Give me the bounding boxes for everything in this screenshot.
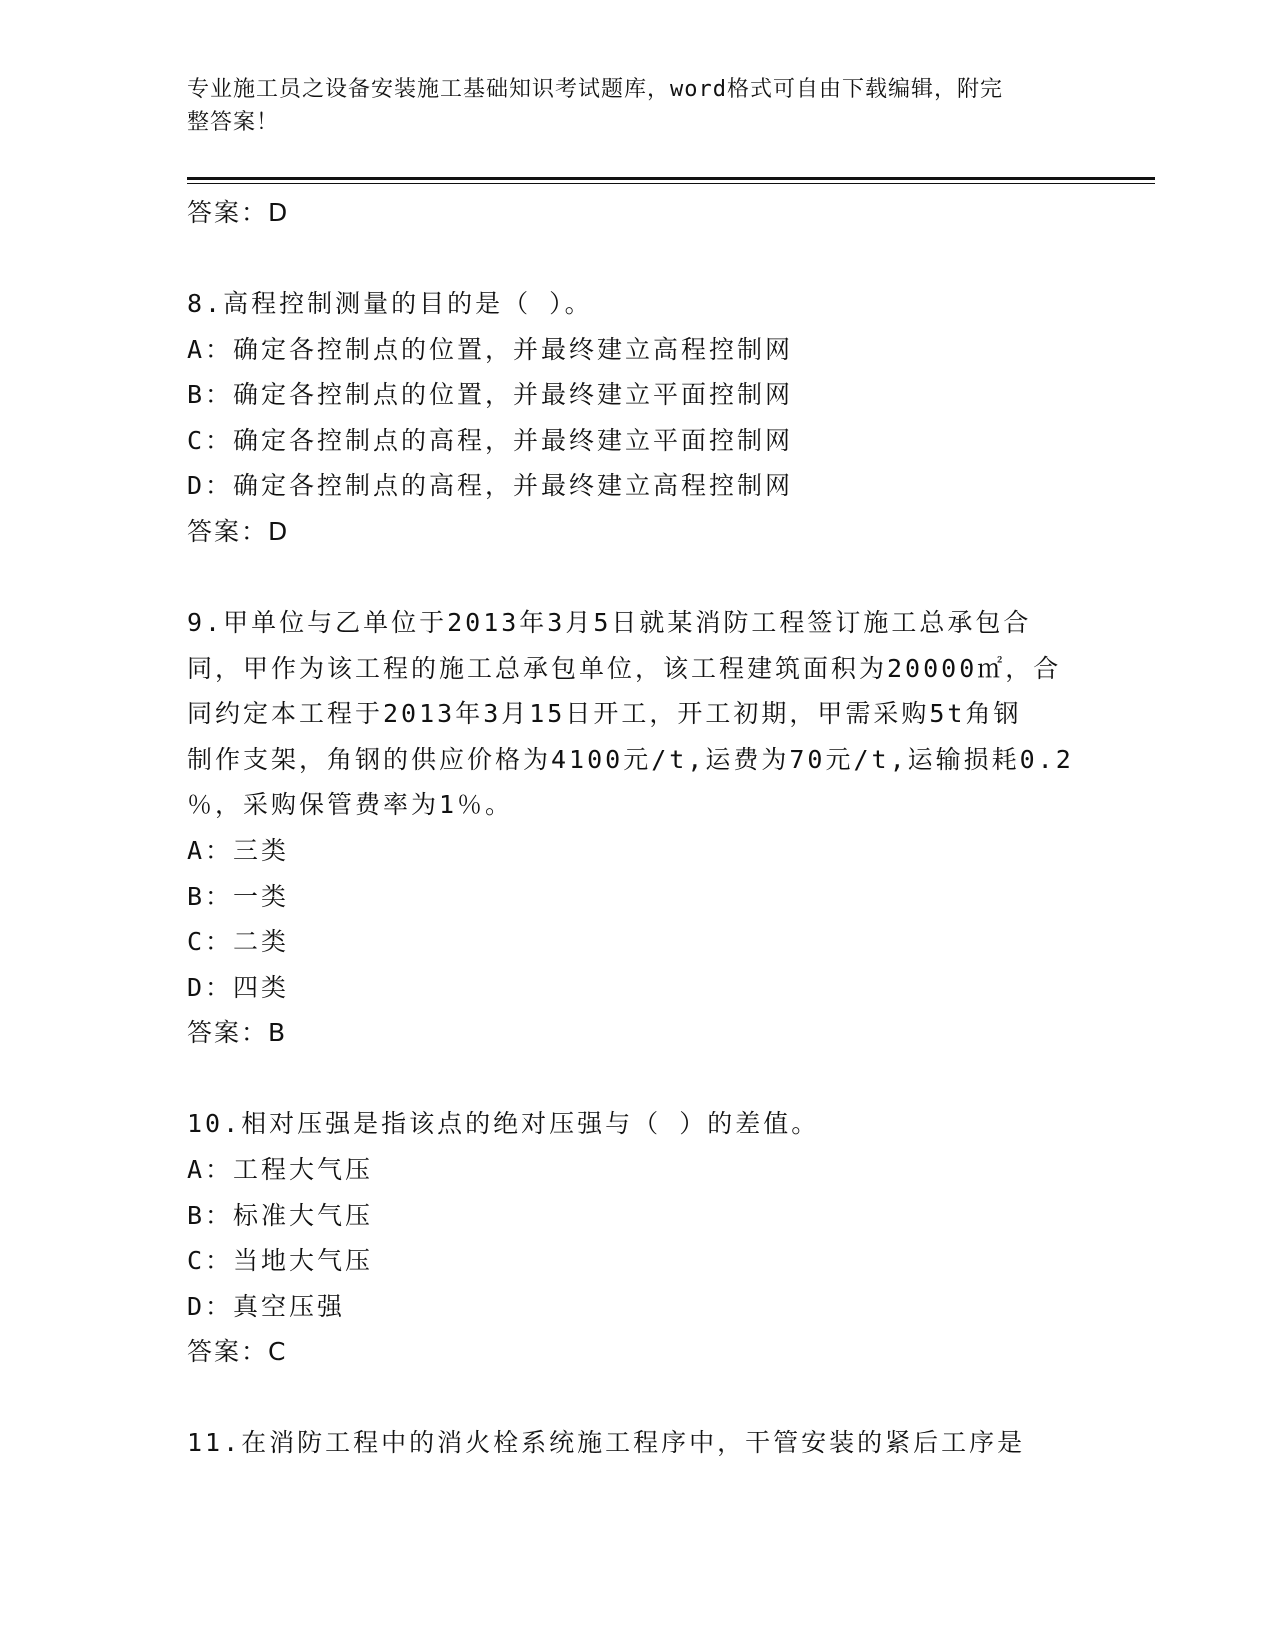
answer-line: 答案：B <box>187 1018 288 1048</box>
option-a: A：三类 <box>187 835 290 865</box>
option-c: C：当地大气压 <box>187 1246 374 1276</box>
header-line-1: 专业施工员之设备安装施工基础知识考试题库，word格式可自由下载编辑，附完 <box>187 77 1003 102</box>
option-d: D：确定各控制点的高程，并最终建立高程控制网 <box>187 471 794 501</box>
header-line-2: 整答案！ <box>187 110 280 135</box>
question-stem-line: 制作支架，角钢的供应价格为4100元/t,运费为70元/t,运输损耗0.2 <box>187 744 1074 774</box>
answer-line: 答案：C <box>187 1337 288 1367</box>
option-b: B：标准大气压 <box>187 1200 374 1230</box>
option-a: A：确定各控制点的位置，并最终建立高程控制网 <box>187 334 794 364</box>
option-b: B：一类 <box>187 881 290 911</box>
question-stem: 11.在消防工程中的消火栓系统施工程序中，干管安装的紧后工序是 <box>187 1428 1026 1458</box>
question-block <box>187 281 1087 555</box>
option-c: C：确定各控制点的高程，并最终建立平面控制网 <box>187 425 794 455</box>
question-stem-line: ％，采购保管费率为1％。 <box>187 790 514 820</box>
option-a: A：工程大气压 <box>187 1154 374 1184</box>
question-stem-line: 同约定本工程于2013年3月15日开工，开工初期，甲需采购5t角钢 <box>187 699 1022 729</box>
question-stem-line: 同，甲作为该工程的施工总承包单位，该工程建筑面积为20000㎡，合 <box>187 653 1062 683</box>
answer-line: 答案：D <box>187 198 290 227</box>
answer-line: 答案：D <box>187 516 290 546</box>
option-d: D：真空压强 <box>187 1291 346 1321</box>
question-block <box>187 1420 1087 1466</box>
option-b: B：确定各控制点的位置，并最终建立平面控制网 <box>187 380 794 410</box>
header-divider-thin <box>187 183 1155 184</box>
option-c: C：二类 <box>187 927 290 957</box>
question-stem: 8.高程控制测量的目的是（ ）。 <box>187 289 593 318</box>
document-header <box>187 73 1057 139</box>
question-stem <box>187 600 1087 828</box>
question-stem: 10.相对压强是指该点的绝对压强与（ ）的差值。 <box>187 1109 820 1139</box>
question-block <box>187 1101 1087 1375</box>
question-list <box>187 190 1087 1466</box>
question-stem-line: 9.甲单位与乙单位于2013年3月5日就某消防工程签订施工总承包合 <box>187 607 1032 637</box>
question-block <box>187 600 1087 1056</box>
option-d: D：四类 <box>187 972 290 1002</box>
header-divider-thick <box>187 177 1155 180</box>
